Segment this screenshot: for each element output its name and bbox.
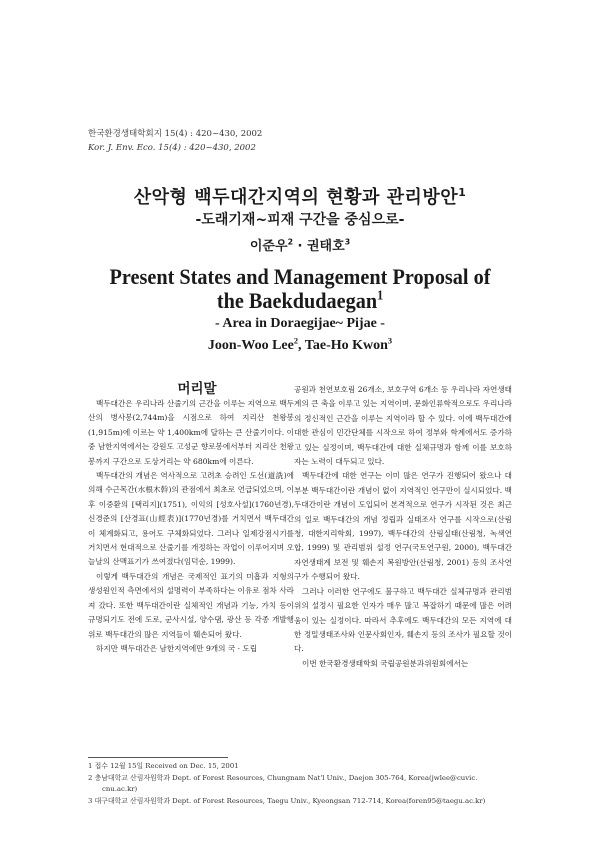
author-separator-kr: · bbox=[293, 239, 307, 254]
journal-citation bbox=[88, 127, 262, 155]
journal-citation-en: Kor. J. Env. Eco. 15(4) : 420~430, 2002 bbox=[88, 143, 256, 153]
journal-citation-kr: 한국환경생태학회지 15(4) : 420~430, 2002 bbox=[88, 129, 263, 139]
paragraph: 하지만 백두대간은 남한지역에만 9개의 국 · 도립 bbox=[96, 643, 258, 653]
title-korean-footnote-mark: 1 bbox=[458, 186, 467, 199]
title-english-line-2-text: the Baekdudaegan bbox=[216, 288, 378, 313]
title-english bbox=[24, 265, 576, 313]
section-heading-introduction: 머리말 bbox=[177, 381, 217, 397]
paragraph: 이렇게 백두대간의 개념은 국제적인 표기의 미흡과 지형의 생성원인적 측면에서의 설명력이 부족하다는 이유로 점차 사라져 갔다. 또한 백두대간이란 실체적인 개념과 기능, 가치 등이 규명되기도 전에 도로, 군사시설, 양수댐, 광산 등 각종 개발행위로 백두대간의 많은 지역들이 훼손되어 왔다. bbox=[88, 571, 294, 639]
title-english-footnote-mark: 1 bbox=[377, 287, 384, 303]
paragraph: 이번 한국환경생태학회 국립공원분과위원회에서는 bbox=[302, 658, 469, 668]
paragraph: 그러나 이러한 연구에도 불구하고 백두대간 실체규명과 관리범위의 설정시 필요한 인자가 매우 많고 복잡하기 때문에 많은 어려움이 있는 실정이다. 따라서 추후에도 백두대간의 모든 지역에 대한 정밀생태조사와 인문사회인자, 훼손지 등의 조사가 필요할 것이다. bbox=[294, 586, 512, 654]
footnote-3: 3 대구대학교 산림자원학과 Dept. of Forest Resources, Taegu Univ., Kyeongsan 712-714, Korea(foren95@taegu.ac.kr) bbox=[88, 796, 486, 805]
author-2-en: Tae-Ho Kwon bbox=[304, 338, 388, 353]
author-2-kr-mark: 3 bbox=[344, 237, 351, 247]
paragraph: 공원과 천연보호림 26개소, 보호구역 6개소 등 우리나라 자연생태계의 큰 축을 이루고 있는 지역이며, 문화인류학적으로도 우리나라의 정신적인 근간을 이루는 지역이라 할 수 있다. 이에 백두대간에 대한 관심이 민간단체를 시작으로 하여 정부와 학계에서도 증가하고 있는 실정이며, 백두대간에 대한 실체규명과 함께 이를 보호하자는 노력이 대두되고 있다. bbox=[294, 385, 512, 467]
author-1-kr-mark: 2 bbox=[287, 237, 293, 247]
author-2-en-mark: 3 bbox=[387, 336, 393, 346]
footnote-2-continued: cnu.ac.kr) bbox=[102, 785, 138, 793]
footnote-divider bbox=[88, 757, 228, 758]
paragraph: 백두대간에 대한 연구는 이미 많은 연구가 진행되어 왔으나 대부분 백두대간이란 개념이 없이 지역적인 연구만이 실시되었다. 백두대간이란 개념이 도입되어 본격적으로 연구가 시작된 것은 최근의 일로 백두대간의 개념 정립과 실태조사 연구를 시작으로(산림청, 대한지리학회, 1997), 백두대간의 산림실태(산림청, 녹색연합, 1999) 및 관리범위 설정 연구(국토연구원, 2000), 백두대간 자연생태계 보전 및 훼손지 복원방안(산림청, 2001) 등의 조사연구가 수행되어 왔다. bbox=[294, 471, 512, 582]
body-column-right bbox=[294, 383, 512, 671]
author-1-en: Joon-Woo Lee bbox=[207, 338, 294, 353]
authors-english bbox=[0, 338, 600, 354]
author-2-kr: 권태호 bbox=[307, 239, 345, 254]
footnote-2: 2 충남대학교 산림자원학과 Dept. of Forest Resources, Chungnam Nat'l Univ., Daejon 305-764, Korea(jwlee@cuvic. bbox=[88, 773, 478, 782]
paragraph: 백두대간은 우리나라 산줄기의 근간을 이루는 지역으로 백두산의 병사봉(2,744m)을 시점으로 하여 지리산 천왕봉(1,915m)에 이르는 약 1,400km에 달하는 큰 산줄기이다. 이중 남한지역에서는 강원도 고성군 향로봉에서부터 지리산 천왕봉까지 구간으로 도상거리는 약 680km에 이른다. bbox=[88, 399, 294, 466]
title-english-line-1: Present States and Management Proposal of bbox=[109, 264, 491, 289]
author-1-en-mark: 2 bbox=[293, 336, 299, 346]
title-korean bbox=[0, 183, 600, 209]
footnotes bbox=[88, 761, 518, 807]
authors-korean bbox=[0, 235, 600, 254]
body-column-left bbox=[88, 397, 294, 656]
footnote-1: 1 접수 12월 15일 Received on Dec. 15, 2001 bbox=[88, 762, 239, 770]
paragraph: 백두대간의 개념은 역사적으로 고려초 승려인 도선(道詵)에 의해 수근목간(水根木幹)의 관점에서 최초로 언급되었으며, 이후 이중환의 [택리지](1751), 이익의 [성호사설](1760년경), 신경준의 [산경표(山經表)](1770년경)를 거치면서 백두대간이 체계화되고, 용어도 구체화되었다. 그러나 일제강점시기를 거치면서 현대적으로 산줄기를 개정하는 작업이 이루어지며 오늘날의 산맥표기가 쓰여졌다(임덕순, 1999). bbox=[88, 471, 294, 567]
subtitle-korean: -도래기재~피재 구간을 중심으로- bbox=[195, 212, 405, 228]
title-korean-text: 산악형 백두대간지역의 현황과 관리방안 bbox=[133, 187, 459, 208]
subtitle-english: - Area in Doraegijae~ Pijae - bbox=[215, 316, 385, 331]
title-english-line-2 bbox=[24, 289, 576, 313]
author-1-kr: 이준우 bbox=[249, 239, 288, 254]
author-separator-en: , bbox=[298, 338, 305, 353]
